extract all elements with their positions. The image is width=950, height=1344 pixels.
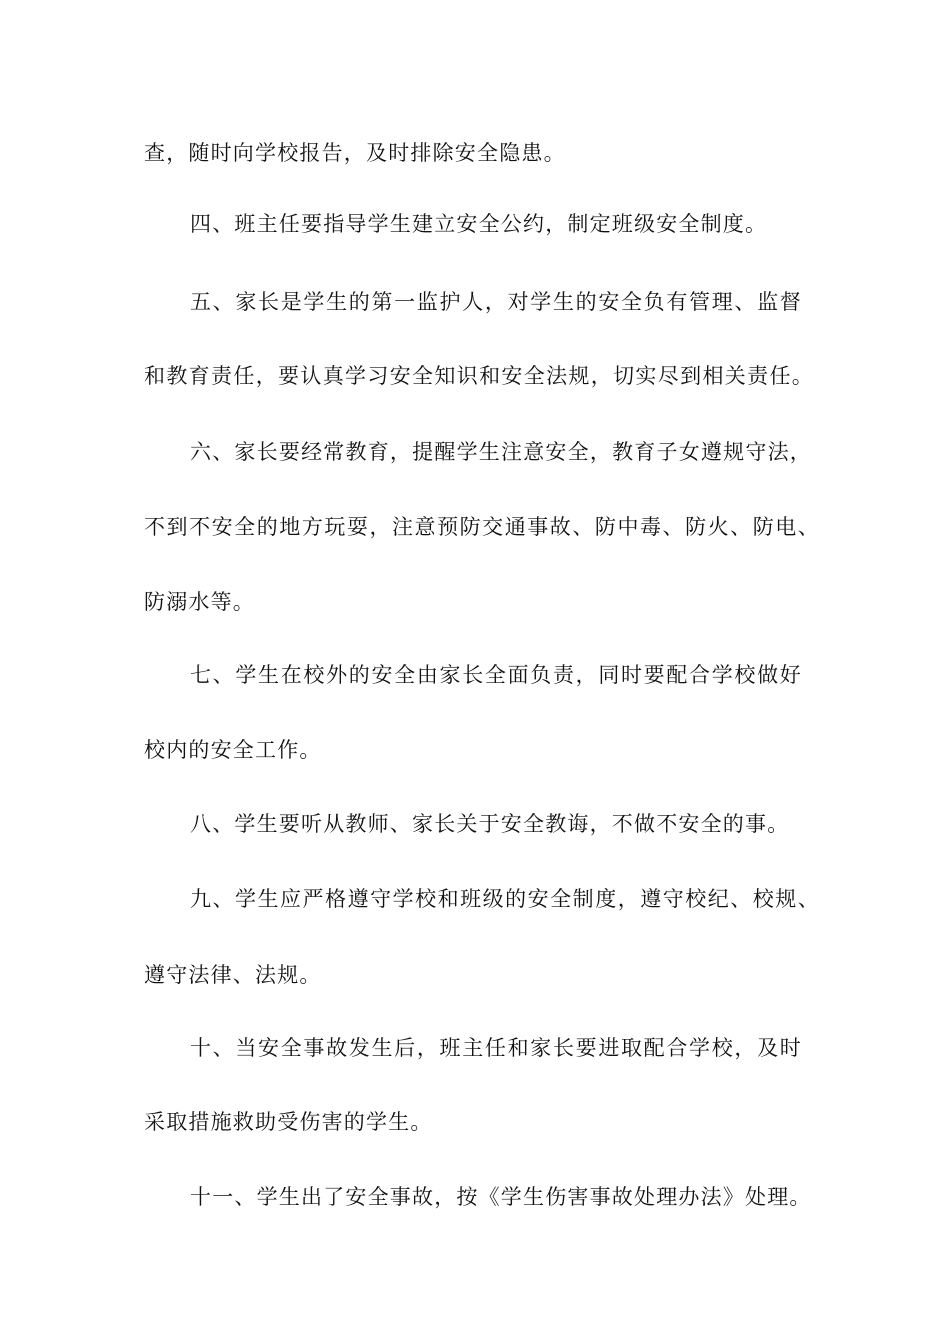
- paragraph-eleven: 十一、学生出了安全事故，按《学生伤害事故处理办法》处理。: [190, 1185, 812, 1209]
- paragraph-six: 六、家长要经常教育，提醒学生注意安全，教育子女遵规守法，: [190, 440, 812, 464]
- text-line: 查，随时向学校报告，及时排除安全隐患。: [144, 141, 566, 165]
- text-line: 和教育责任，要认真学习安全知识和安全法规，切实尽到相关责任。: [144, 364, 814, 388]
- text-line: 采取措施救助受伤害的学生。: [144, 1110, 433, 1134]
- paragraph-four: 四、班主任要指导学生建立安全公约，制定班级安全制度。: [190, 212, 768, 236]
- text-line: 校内的安全工作。: [144, 738, 322, 762]
- paragraph-five: 五、家长是学生的第一监护人，对学生的安全负有管理、监督: [190, 290, 802, 314]
- paragraph-ten: 十、当安全事故发生后，班主任和家长要进取配合学校，及时: [190, 1036, 802, 1060]
- paragraph-seven: 七、学生在校外的安全由家长全面负责，同时要配合学校做好: [190, 663, 802, 687]
- paragraph-eight: 八、学生要听从教师、家长关于安全教诲，不做不安全的事。: [190, 812, 790, 836]
- text-line: 不到不安全的地方玩耍，注意预防交通事故、防中毒、防火、防电、: [144, 515, 820, 539]
- paragraph-nine: 九、学生应严格遵守学校和班级的安全制度，遵守校纪、校规、: [190, 887, 820, 911]
- text-line: 防溺水等。: [144, 590, 255, 614]
- text-line: 遵守法律、法规。: [144, 963, 322, 987]
